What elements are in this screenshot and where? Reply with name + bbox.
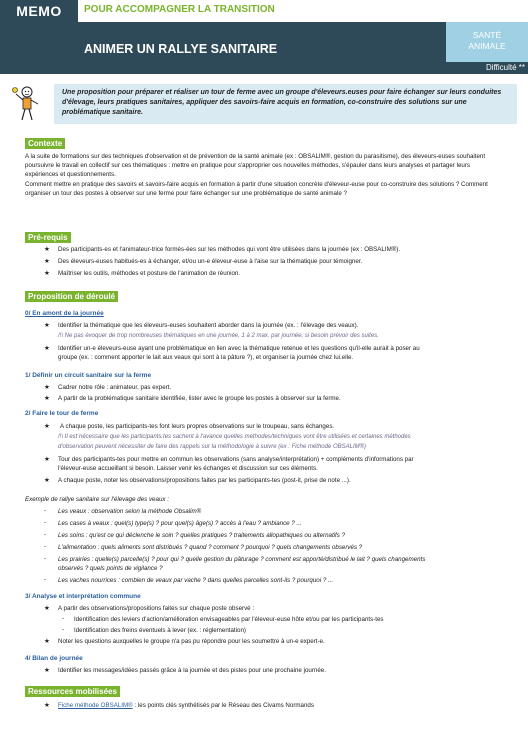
fiche-methode-link[interactable]: Fiche méthode OBSALIM® (58, 702, 133, 709)
bullet-star-icon: ★ (44, 384, 50, 391)
difficulty-label: Difficulté ** (486, 63, 525, 72)
step-subitem: Identification des leviers d'action/amélioration envisageables par l'éleveur-euse hôte et/ou par les participants-tes (74, 616, 384, 623)
step-item-continued: groupe (ex. : comment apporter le lait aux veaux qui sont à la pâture ?), et organiser la journée chez lui.elle. (58, 354, 354, 361)
person-idea-icon (10, 84, 44, 124)
dash-bullet: - (44, 531, 47, 538)
dash-bullet: - (44, 576, 47, 583)
step-item: A partir de la problématique sanitaire identifiée, lister avec le groupe les postes à observer sur la ferme. (58, 395, 341, 402)
step-item: Identifier les messages/idées passés grâce à la journée et des pistes pour une prochaine journée. (58, 667, 326, 674)
bullet-star-icon: ★ (44, 258, 50, 265)
example-item: Les cases à veaux : quel(s) type(s) ? pour quel(s) âge(s) ? accès à l'eau ? ambiance ? ... (58, 520, 302, 527)
dash-bullet: - (44, 519, 47, 526)
contexte-paragraph-2: Comment mettre en pratique des savoirs et savoirs-faire acquis en formation à partir d'une situation concrète d'éleveur-euse pour co-construire des solutions ? Comment organiser un tour des postes à observer sur une ferme pour faire échanger sur une problématique de santé animale ? (25, 181, 488, 198)
example-item: Les veaux : observation selon la méthode Obsalim® (58, 508, 202, 515)
contexte-paragraph-1: A la suite de formations sur des techniques d'observation et de prévention de la santé animale (ex : OBSALIM®, gestion du parasitisme), des éleveurs-euses souhaitent poursuivre le travail en collectif sur ces thématiques : mettre en pratique pour s'approprier ces nouvelles méthodes, s'épauler dans leurs analyses et partager leurs expériences et questionnements. (25, 153, 486, 179)
bullet-star-icon: ★ (44, 270, 50, 277)
step-item: A chaque poste, les participants-tes font leurs propres observations sur le troupeau, sans échanges. (60, 423, 335, 430)
dash-bullet: - (44, 555, 47, 562)
bullet-star-icon: ★ (44, 702, 50, 709)
bullet-star-icon: ★ (44, 345, 50, 352)
example-item: L'alimentation : quels aliments sont distribués ? quand ? comment ? pourquoi ? quels changements observés ? (58, 544, 363, 551)
bullet-star-icon: ★ (44, 322, 50, 329)
step-4-title: 4/ Bilan de journée (25, 655, 83, 662)
warning-note: /!\ Il est nécessaire que les participants.tes sachent à l'avance quelles méthodes/techniques vont être utilisées et certaines méthodes (58, 434, 411, 440)
memo-label: MEMO (0, 0, 78, 22)
step-item: A partir des observations/propositions faites sur chaque poste observé : (58, 605, 255, 612)
intro-box: Une proposition pour préparer et réaliser un tour de ferme avec un groupe d'éleveurs.euses pour faire échanger sur leurs conduites d'élevage, leurs pratiques sanitaires, appliquer des savoirs-faire acquis en formation, co-construire des solutions sur une problématique sanitaire. (54, 84, 517, 124)
prerequis-item: Des participants-es et l'animateur-trice formés-ées sur les méthodes qui vont être utilisées dans la journée (ex : OBSALIM®). (58, 246, 401, 253)
step-item: Cadrer notre rôle : animateur, pas expert. (58, 384, 172, 391)
dash-bullet: - (62, 626, 65, 633)
step-item: Tour des participants-tes pour mettre en commun les observations (sans analyse/interprétation) + compléments d'informations par (58, 456, 414, 463)
example-item: Les vaches nourrices : combien de veaux par vache ? dans quelles parcelles sont-ils ? pourquoi ? ... (58, 577, 334, 584)
theme-line-1: SANTÉ (472, 30, 502, 40)
bullet-star-icon: ★ (44, 456, 50, 463)
page-title: ANIMER UN RALLYE SANITAIRE (84, 42, 278, 56)
dash-bullet: - (44, 543, 47, 550)
dash-bullet: - (62, 615, 65, 622)
step-subitem: Identification des freins éventuels à lever (ex. : réglementation) (74, 627, 246, 634)
section-prerequis: Pré-requis (25, 232, 71, 243)
warning-note-continued: d'observation peuvent nécessiter de faire des rappels sur la méthodologie à suivre (ex : Fiche méthode OBSALIM®) (58, 444, 367, 450)
bullet-star-icon: ★ (44, 667, 50, 674)
step-1-title: 1/ Définir un circuit sanitaire sur la ferme (25, 372, 152, 379)
section-deroule: Proposition de déroulé (25, 291, 118, 302)
bullet-star-icon: ★ (44, 605, 50, 612)
section-contexte: Contexte (25, 138, 65, 149)
step-item-continued: l'éleveur-euse accueillant si besoin. Laisser venir les échanges et discussion sur ces éléments. (58, 465, 318, 472)
step-item: Identifier un-e éleveurs-euse ayant une problématique en lien avec la thématique retenue et les questions qu'il-elle aurait à poser au (58, 345, 420, 352)
example-item: Les soins : qu'est ce qui déclenche le soin ? quelles pratiques ? traitements allopathiques ou alternatifs ? (58, 532, 346, 539)
theme-badge (446, 22, 528, 62)
bullet-star-icon: ★ (44, 246, 50, 253)
step-3-title: 3/ Analyse et interprétation commune (25, 593, 141, 600)
resource-description: : les points clés synthétisés par le Réseau des Civams Normands (132, 702, 314, 709)
resource-item (58, 701, 508, 710)
step-item: A chaque poste, noter les observations/propositions faites par les participants-tes (post-it, prise de note ...). (58, 477, 351, 484)
step-item: Identifier la thématique que les éleveurs-euses souhaitent aborder dans la journée (ex. : l'élevage des veaux). (58, 322, 359, 329)
step-2-title: 2/ Faire le tour de ferme (25, 410, 99, 417)
bullet-star-icon: ★ (44, 477, 50, 484)
bullet-star-icon: ★ (44, 423, 50, 430)
theme-line-2: ANIMALE (468, 41, 506, 51)
example-item: Les prairies : quelle(s) parcelle(s) ? pour qui ? quelle gestion du pâturage ? comment est apporté/distribué le lait ? quels changements (58, 556, 426, 563)
prerequis-item: Maîtriser les outils, méthodes et posture de l'animation de réunion. (58, 270, 241, 277)
bullet-star-icon: ★ (44, 395, 50, 402)
example-item-continued: observés ? quels points de vigilance ? (58, 565, 163, 572)
dash-bullet: - (44, 507, 47, 514)
example-title: Exemple de rallye sanitaire sur l'élevage des veaux : (25, 496, 169, 503)
prerequis-item: Des éleveurs-euses habitués-es à échanger, et/ou un-e éleveur-euse à l'aise sur la thématique pour témoigner. (58, 258, 363, 265)
header-subtitle: POUR ACCOMPAGNER LA TRANSITION (84, 4, 275, 15)
step-item: Noter les questions auxquelles le groupe n'a pas pu répondre pour les soumettre à un-e expert-e. (58, 638, 325, 645)
bullet-star-icon: ★ (44, 638, 50, 645)
section-ressources: Ressources mobilisées (25, 686, 120, 697)
step-0-title: 0/ En amont de la journée (25, 310, 104, 317)
warning-note: /!\ Ne pas évoquer de trop nombreuses thématiques en une journée, 1 à 2 max. par journée, si besoin prévoir des suites. (58, 333, 379, 339)
